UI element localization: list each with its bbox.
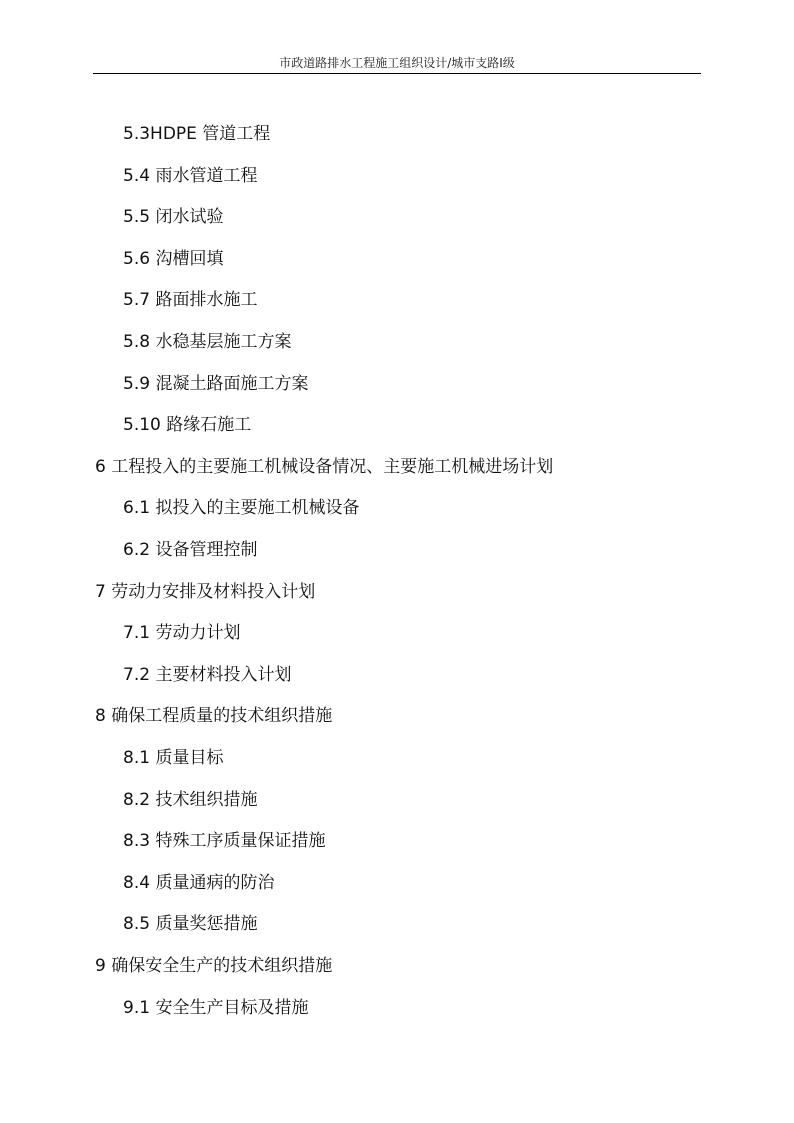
toc-section-entry[interactable]: 8.1 质量目标 — [123, 748, 224, 768]
toc-section-entry[interactable]: 5.5 闭水试验 — [123, 207, 224, 227]
toc-section-entry[interactable]: 7.2 主要材料投入计划 — [123, 665, 292, 685]
toc-chapter-entry[interactable]: 8 确保工程质量的技术组织措施 — [95, 706, 333, 726]
toc-section-entry[interactable]: 5.3HDPE 管道工程 — [123, 124, 271, 144]
toc-section-entry[interactable]: 9.1 安全生产目标及措施 — [123, 998, 309, 1018]
toc-section-entry[interactable]: 5.8 水稳基层施工方案 — [123, 332, 292, 352]
toc-section-entry[interactable]: 8.4 质量通病的防治 — [123, 873, 275, 893]
toc-section-entry[interactable]: 7.1 劳动力计划 — [123, 623, 241, 643]
toc-section-entry[interactable]: 8.3 特殊工序质量保证措施 — [123, 831, 326, 851]
toc-section-entry[interactable]: 8.5 质量奖惩措施 — [123, 914, 258, 934]
toc-section-entry[interactable]: 5.6 沟槽回填 — [123, 249, 224, 269]
toc-chapter-entry[interactable]: 9 确保安全生产的技术组织措施 — [95, 956, 333, 976]
toc-section-entry[interactable]: 5.9 混凝土路面施工方案 — [123, 374, 309, 394]
header-divider — [93, 73, 701, 74]
toc-section-entry[interactable]: 6.2 设备管理控制 — [123, 540, 258, 560]
toc-section-entry[interactable]: 5.10 路缘石施工 — [123, 415, 252, 435]
toc-section-entry[interactable]: 8.2 技术组织措施 — [123, 790, 258, 810]
toc-section-entry[interactable]: 5.4 雨水管道工程 — [123, 166, 258, 186]
toc-section-entry[interactable]: 5.7 路面排水施工 — [123, 290, 258, 310]
running-header: 市政道路排水工程施工组织设计/城市支路Ⅰ级 — [279, 56, 515, 70]
toc-chapter-entry[interactable]: 7 劳动力安排及材料投入计划 — [95, 582, 316, 602]
toc-section-entry[interactable]: 6.1 拟投入的主要施工机械设备 — [123, 498, 360, 518]
toc-chapter-entry[interactable]: 6 工程投入的主要施工机械设备情况、主要施工机械进场计划 — [95, 457, 554, 477]
